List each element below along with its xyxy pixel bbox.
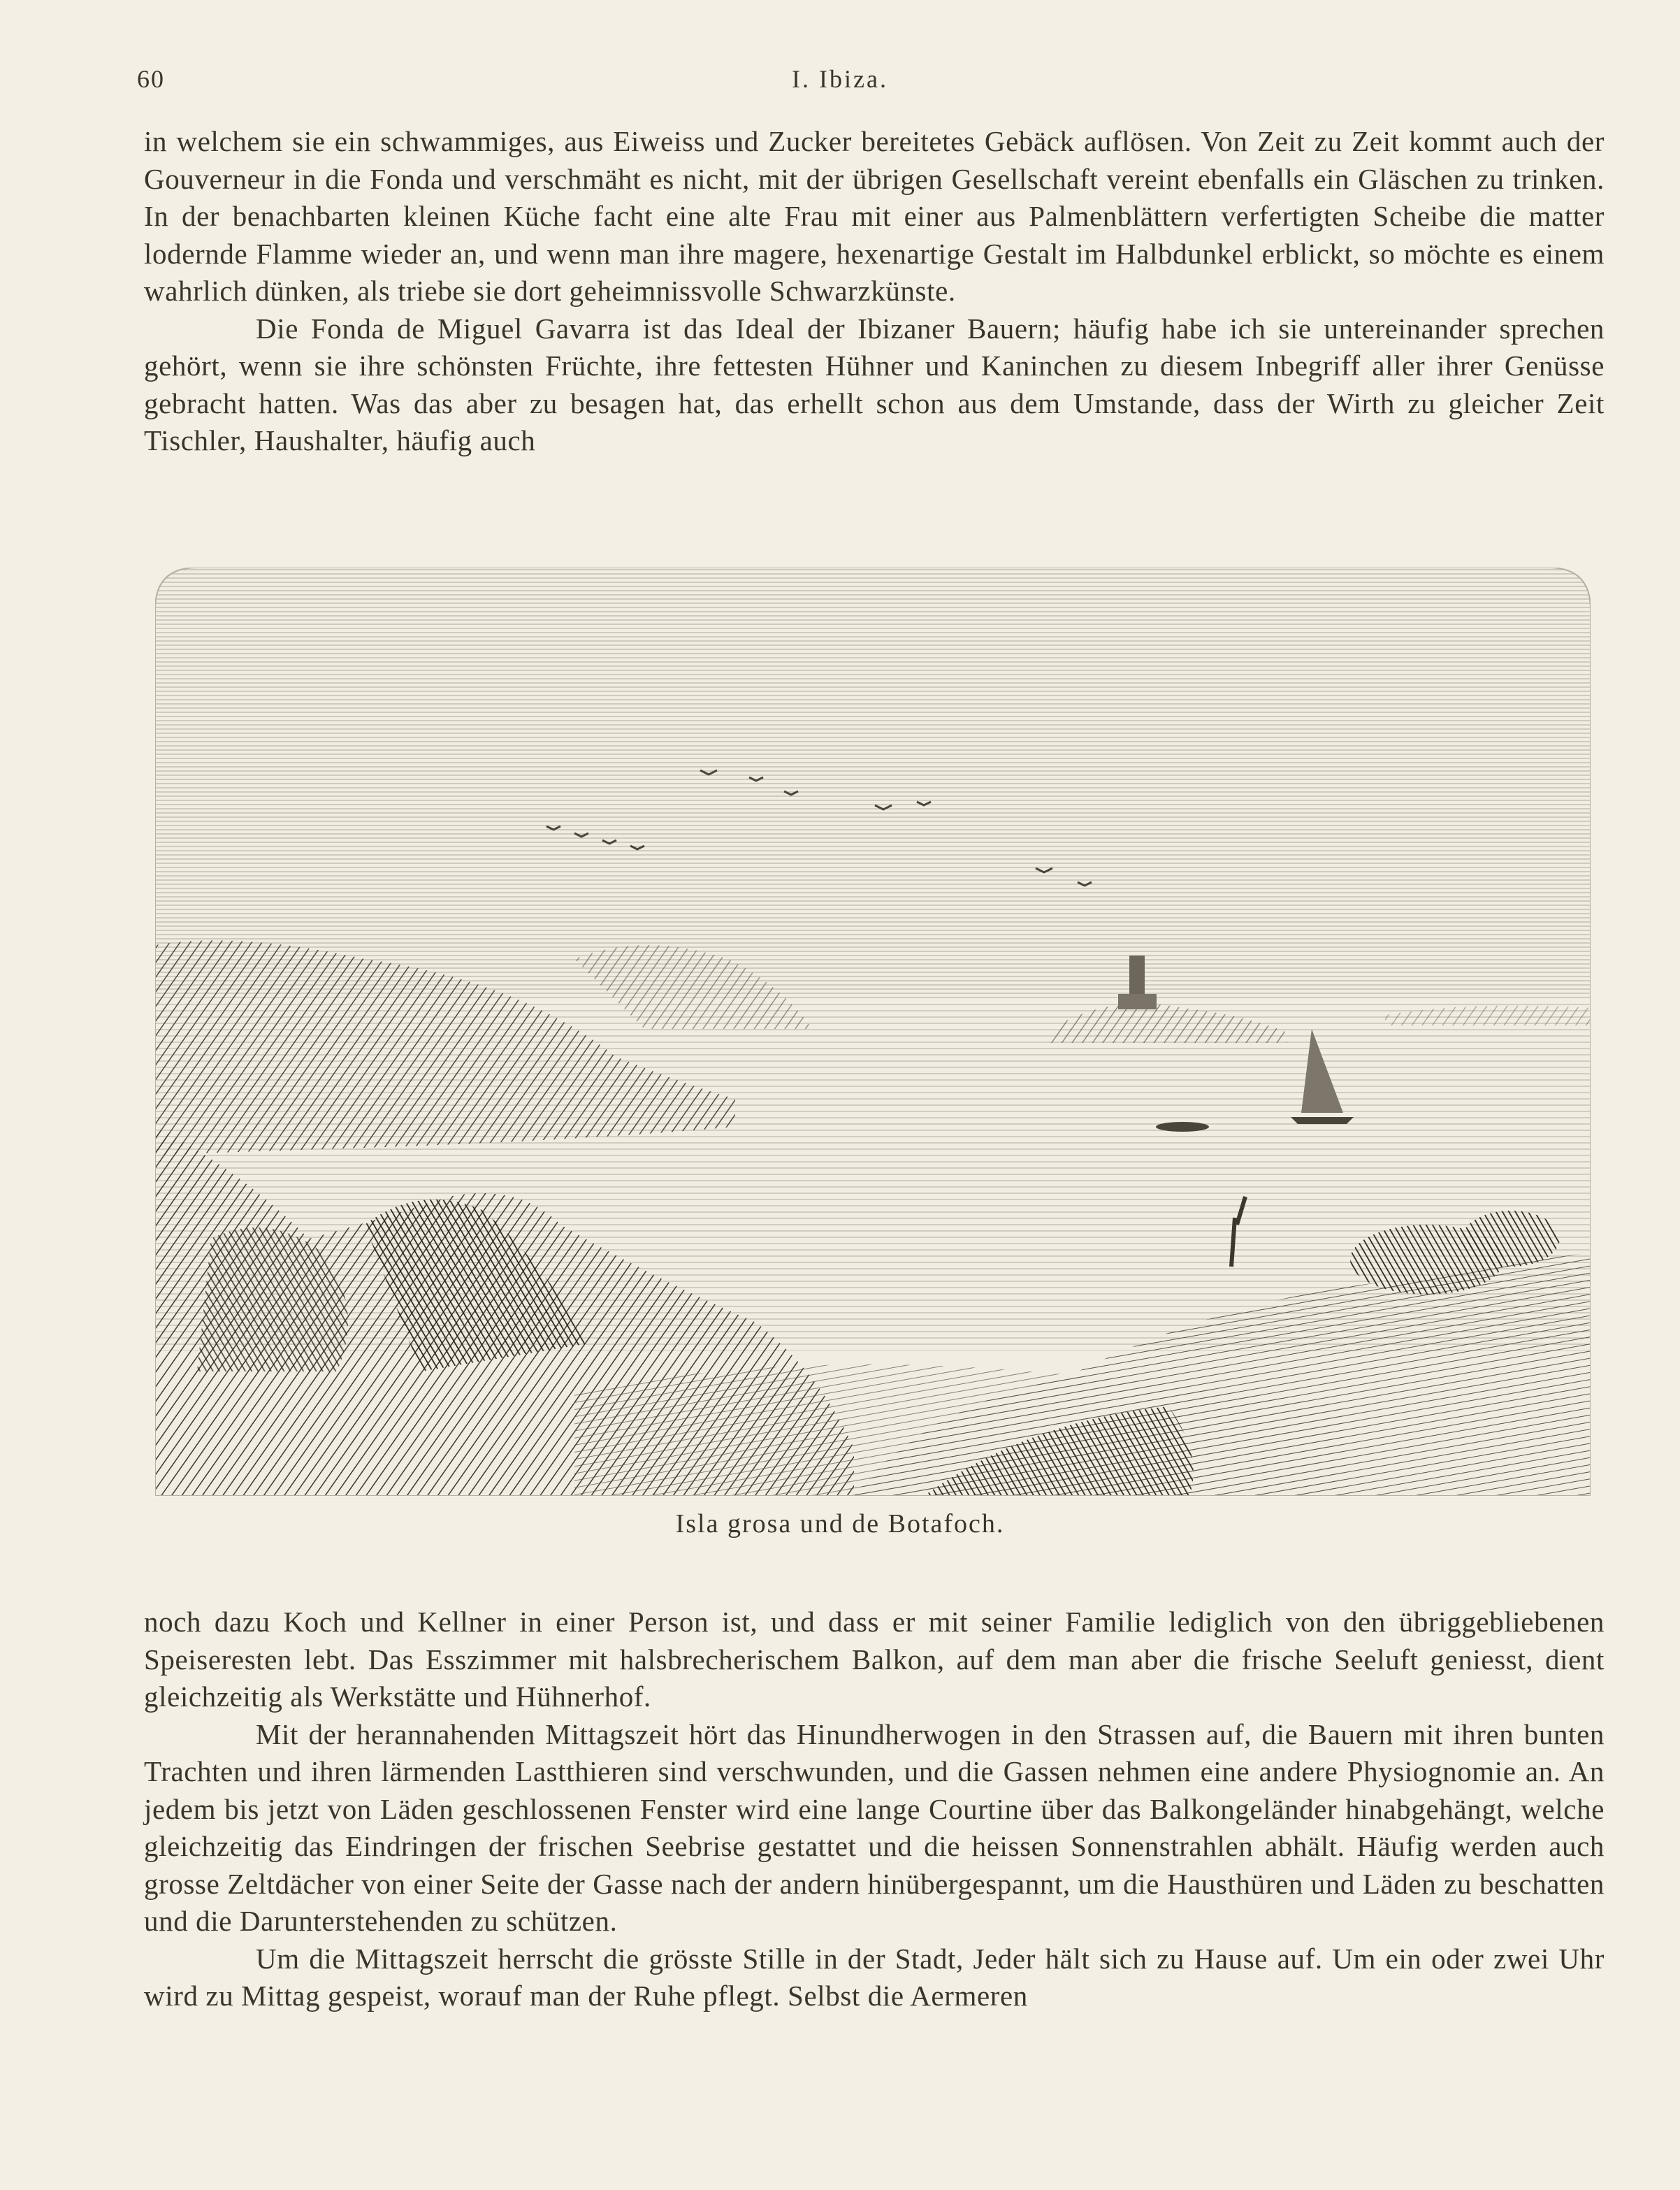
engraving-illustration [155,568,1591,1496]
page-number: 60 [137,65,165,93]
paragraph: Um die Mittagszeit herrscht die grösste Stille in der Stadt, Jeder hält sich zu Hause auf. Um ein oder zwei Uhr wird zu Mittag gespeist, worauf man der Ruhe pflegt. Selbst die Aermeren [144,1942,1605,2012]
figure-caption: Isla grosa und de Botafoch. [675,1509,1005,1539]
running-title: I. Ibiza. [792,65,888,93]
bottom-text-block [144,1604,1605,2015]
paragraph: in welchem sie ein schwammiges, aus Eiweiss und Zucker bereitetes Gebäck auflösen. Von Zeit zu Zeit kommt auch der Gouverneur in die Fonda und verschmäht es nicht, mit der übrigen Gesellschaft vereint ebenfalls ein Gläschen zu trinken. In der benachbarten kleinen Küche facht eine alte Frau mit einer aus Palmenblättern verfertigten Scheibe die matter lodernde Flamme wieder an, und wenn man ihre magere, hexenartige Gestalt im Halbdunkel erblickt, so möchte es einem wahrlich dünken, als triebe sie dort geheimnissvolle Schwarzkünste. [144,125,1605,307]
top-text-block [144,123,1605,460]
illustration-scene [155,568,1591,1496]
paragraph: Die Fonda de Miguel Gavarra ist das Ideal der Ibizaner Bauern; häufig habe ich sie untereinander sprechen gehört, wenn sie ihre schönsten Früchte, ihre fettesten Hühner und Kaninchen zu diesem Inbegriff aller ihrer Genüsse gebracht hatten. Was das aber zu besagen hat, das erhellt schon aus dem Umstande, dass der Wirth zu gleicher Zeit Tischler, Haushalter, häufig auch [144,312,1605,456]
paragraph: noch dazu Koch und Kellner in einer Person ist, und dass er mit seiner Familie lediglich von den übriggebliebenen Speiseresten lebt. Das Esszimmer mit halsbrecherischem Balkon, auf dem man aber die frische Seeluft geniesst, dient gleichzeitig als Werkstätte und Hühnerhof. [144,1606,1605,1713]
paragraph: Mit der herannahenden Mittagszeit hört das Hinundherwogen in den Strassen auf, die Bauern mit ihren bunten Trachten und ihren lärmenden Lastthieren sind verschwunden, und die Gassen nehmen eine andere Physiognomie an. An jedem bis jetzt von Läden geschlossenen Fenster wird eine lange Courtine über das Balkongeländer hinabgehängt, welche gleichzeitig das Eindringen der frischen Seebrise gestattet und die heissen Sonnenstrahlen abhält. Häufig werden auch grosse Zeltdächer von einer Seite der Gasse nach der andern hinübergespannt, um die Hausthüren und Läden zu beschatten und die Darunterstehenden zu schützen. [144,1717,1605,1937]
